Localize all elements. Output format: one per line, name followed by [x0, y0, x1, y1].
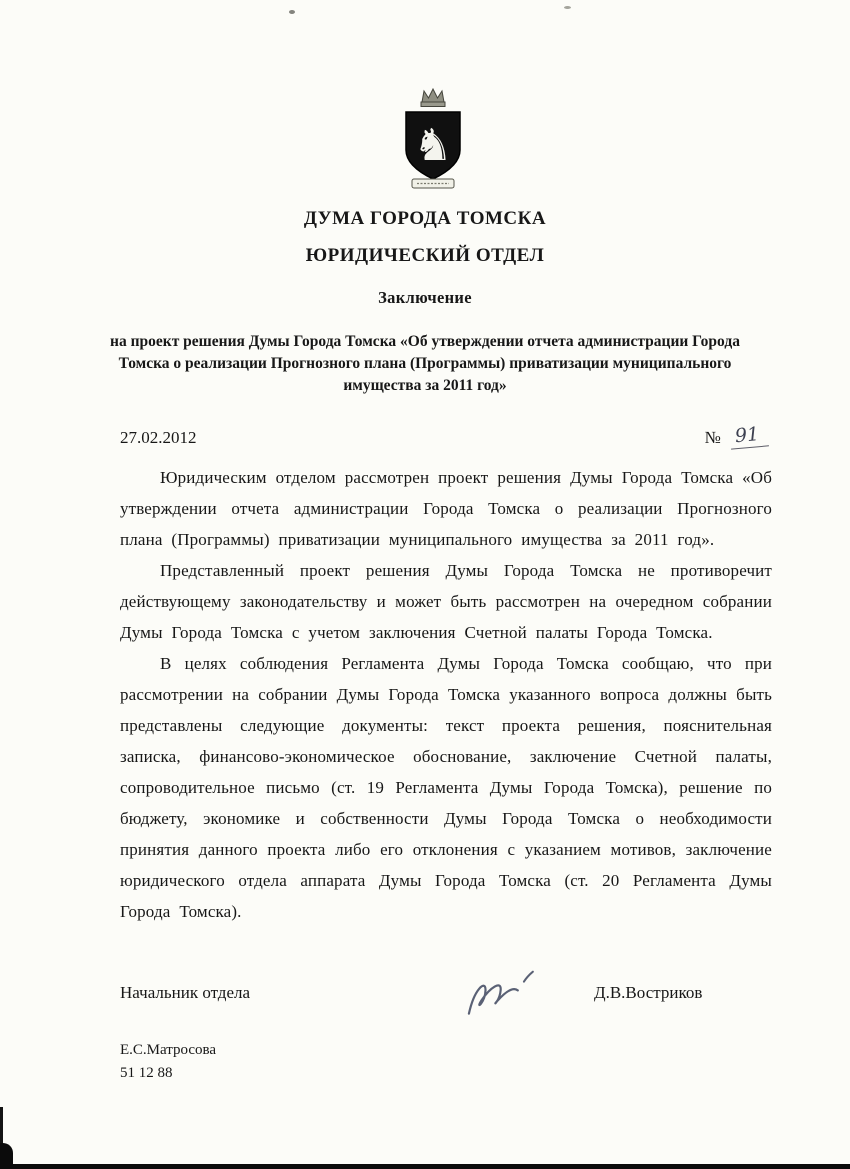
scan-edge-artifact — [0, 1164, 850, 1169]
body-paragraph: В целях соблюдения Регламента Думы Города Томска сообщаю, что при рассмотрении на собрании Думы Города Томска указанного вопроса должны быть представлены следующие документы: текст проекта решения, пояснительная записка, финансово-экономическое обоснование, заключение Счетной палаты, сопроводительное письмо (ст. 19 Регламента Думы Города Томска), решение по бюджету, экономике и собственности Думы Города Томска о необходимости принятия данного проекта либо его отклонения с указанием мотивов, заключение юридического отдела аппарата Думы Города Томска (ст. 20 Регламента Думы Города Томска). — [120, 654, 772, 921]
doc-date: 27.02.2012 — [120, 428, 197, 447]
scan-speck — [289, 10, 295, 14]
dept-name: ЮРИДИЧЕСКИЙ ОТДЕЛ — [305, 245, 545, 266]
doc-subject: на проект решения Думы Города Томска «Об утверждении отчета администрации Города Томска о реализации Прогнозного плана (Программы) приватизации муниципального имущества за 2011 год» — [110, 333, 740, 394]
horse-icon: ♞ — [413, 121, 453, 170]
body-paragraph: Представленный проект решения Думы Города Томска не противоречит действующему законодательству и может быть рассмотрен на очередном собрании Думы Города Томска с учетом заключения Счетной палаты Города Томска. — [120, 561, 772, 642]
signature-block — [0, 969, 850, 1017]
handwritten-signature-icon — [454, 963, 570, 1022]
executor-phone: 51 12 88 — [120, 1065, 173, 1081]
executor-block — [0, 1039, 850, 1085]
body-paragraph: Юридическим отделом рассмотрен проект решения Думы Города Томска «Об утверждении отчета администрации Города Томска о реализации Прогнозного плана (Программы) приватизации муниципального имущества за 2011 год». — [120, 468, 772, 549]
doc-number-label: № — [704, 428, 721, 447]
date-number-row — [0, 424, 850, 448]
coat-of-arms — [395, 86, 471, 192]
signatory-position: Начальник отдела — [120, 983, 251, 1002]
doc-number — [705, 424, 768, 448]
doc-number-value-handwritten: 91 — [729, 422, 769, 449]
scan-speck — [564, 6, 571, 9]
ribbon-icon — [412, 179, 454, 188]
document-body — [0, 462, 850, 927]
signatory-name: Д.В.Востриков — [594, 983, 703, 1002]
org-name: ДУМА ГОРОДА ТОМСКА — [303, 208, 547, 229]
executor-name: Е.С.Матросова — [120, 1042, 217, 1058]
crown-icon — [421, 89, 445, 107]
doc-type-title: Заключение — [378, 288, 472, 307]
